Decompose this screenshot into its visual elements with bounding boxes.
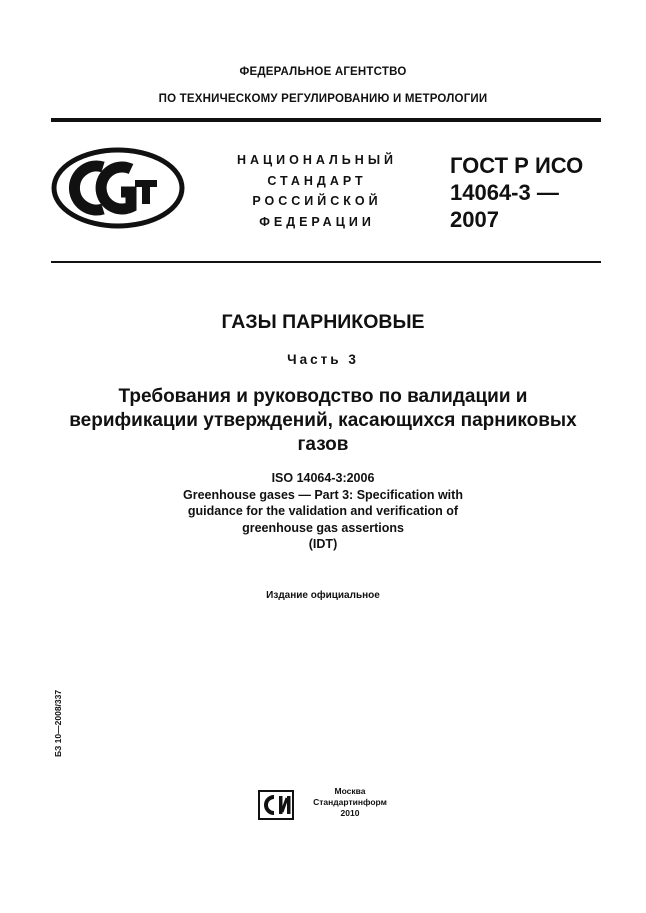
- standard-line: 2007: [450, 207, 499, 232]
- document-title: ГАЗЫ ПАРНИКОВЫЕ: [221, 311, 425, 333]
- side-registration-code: БЗ 10—2008/337: [53, 689, 63, 757]
- part-label: Часть 3: [287, 352, 359, 367]
- national-line: НАЦИОНАЛЬНЫЙ: [236, 153, 398, 167]
- standard-number: [450, 152, 583, 233]
- standartinform-logo: [258, 790, 294, 820]
- gost-r-logo: [51, 147, 185, 229]
- iso-line: (IDT): [308, 537, 338, 551]
- document-subtitle: Требования и руководство по валидации и верификации утверждений, касающихся парниковых газов: [69, 386, 577, 455]
- national-line: РОССИЙСКОЙ: [252, 194, 382, 208]
- national-line: ФЕДЕРАЦИИ: [259, 214, 375, 229]
- iso-line: ISO 14064-3:2006: [271, 471, 375, 485]
- iso-reference: [120, 470, 526, 553]
- iso-line: greenhouse gas assertions: [242, 520, 404, 535]
- middle-rule: [51, 261, 601, 263]
- edition-label: Издание официальное: [266, 590, 380, 601]
- publisher-year: 2010: [340, 808, 360, 818]
- publisher-block: [300, 786, 400, 819]
- standard-line: 14064-3 —: [450, 180, 559, 205]
- publisher-city: Москва: [334, 786, 366, 796]
- publisher-name: Стандартинформ: [313, 797, 387, 807]
- agency-line-1: ФЕДЕРАЛЬНОЕ АГЕНТСТВО: [239, 66, 407, 78]
- national-standard-label: [222, 150, 412, 232]
- agency-line-2: ПО ТЕХНИЧЕСКОМУ РЕГУЛИРОВАНИЮ И МЕТРОЛОГИИ: [158, 93, 488, 105]
- iso-line: guidance for the validation and verification of: [187, 504, 459, 518]
- iso-line: Greenhouse gases — Part 3: Specification with: [183, 487, 463, 502]
- top-rule: [51, 118, 601, 122]
- national-line: СТАНДАРТ: [267, 173, 367, 188]
- standard-line: ГОСТ Р ИСО: [450, 153, 584, 178]
